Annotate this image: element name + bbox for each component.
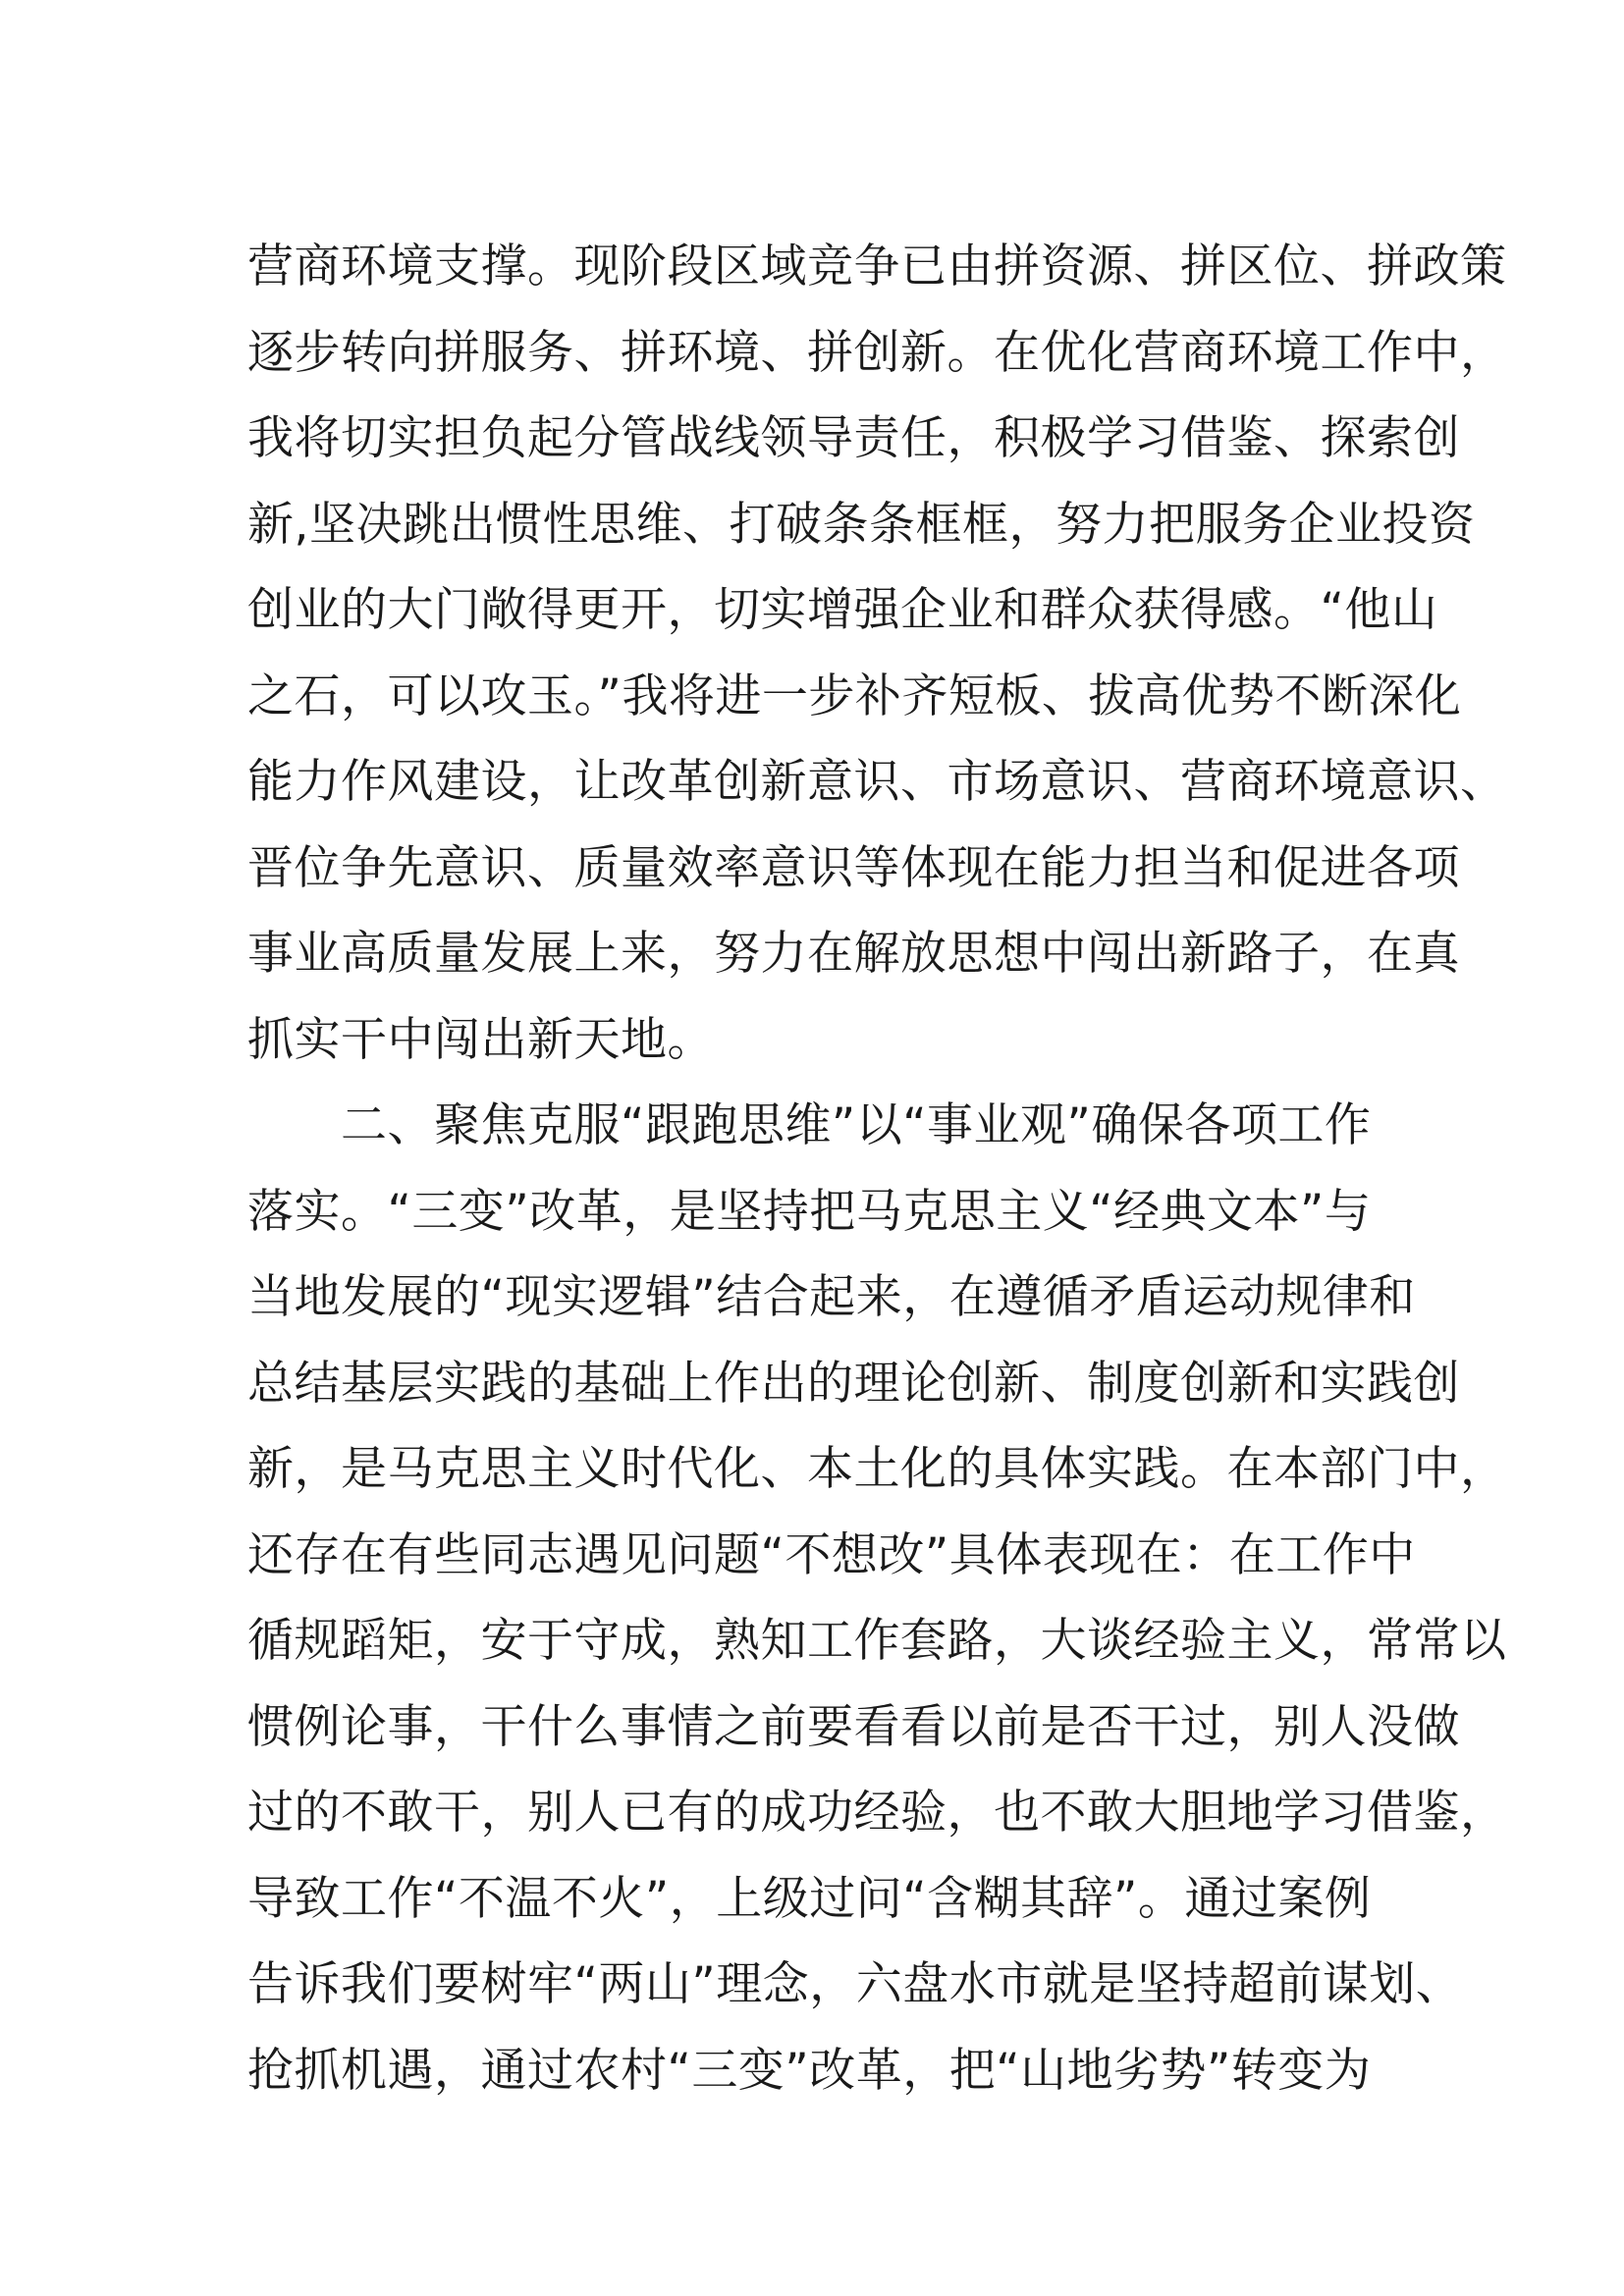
text-line: 当地发展的“现实逻辑”结合起来，在遵循矛盾运动规律和	[247, 1270, 1416, 1324]
text-line: 循规蹈矩，安于守成，熟知工作套路，大谈经验主义，常常以	[247, 1614, 1507, 1668]
text-line: 事业高质量发展上来，努力在解放思想中闯出新路子，在真	[247, 927, 1460, 981]
body-text	[247, 224, 1507, 2113]
text-line: 过的不敢干，别人已有的成功经验，也不敢大胆地学习借鉴，	[247, 1786, 1507, 1840]
text-line: 晋位争先意识、质量效率意识等体现在能力担当和促进各项	[247, 840, 1460, 895]
text-line: 之石，可以攻玉。”我将进一步补齐短板、拔高优势不断深化	[247, 668, 1462, 723]
text-line: 新,坚决跳出惯性思维、打破条条框框，努力把服务企业投资	[247, 497, 1476, 552]
text-line: 创业的大门敞得更开，切实增强企业和群众获得感。“他山	[247, 583, 1438, 637]
text-line: 我将切实担负起分管战线领导责任，积极学习借鉴、探索创	[247, 411, 1460, 465]
text-line: 惯例论事，干什么事情之前要看看以前是否干过，别人没做	[247, 1699, 1460, 1754]
text-line: 能力作风建设，让改革创新意识、市场意识、营商环境意识、	[247, 755, 1507, 809]
section-heading-line: 二、聚焦克服“跟跑思维”以“事业观”确保各项工作	[247, 1098, 1372, 1152]
text-line: 营商环境支撑。现阶段区域竞争已由拼资源、拼区位、拼政策	[247, 240, 1507, 294]
text-line: 导致工作“不温不火”，上级过问“含糊其辞”。通过案例	[247, 1871, 1372, 1926]
text-line: 抢抓机遇，通过农村“三变”改革，把“山地劣势”转变为	[247, 2043, 1372, 2098]
text-line: 总结基层实践的基础上作出的理论创新、制度创新和实践创	[247, 1356, 1460, 1411]
text-line: 落实。“三变”改革，是坚持把马克思主义“经典文本”与	[247, 1184, 1372, 1239]
text-line: 逐步转向拼服务、拼环境、拼创新。在优化营商环境工作中，	[247, 325, 1507, 380]
text-line: 抓实干中闯出新天地。	[247, 1012, 714, 1067]
text-line: 还存在有些同志遇见问题“不想改”具体表现在：在工作中	[247, 1527, 1416, 1582]
text-line: 新，是马克思主义时代化、本土化的具体实践。在本部门中，	[247, 1442, 1507, 1496]
text-line: 告诉我们要树牢“两山”理念，六盘水市就是坚持超前谋划、	[247, 1957, 1463, 2011]
